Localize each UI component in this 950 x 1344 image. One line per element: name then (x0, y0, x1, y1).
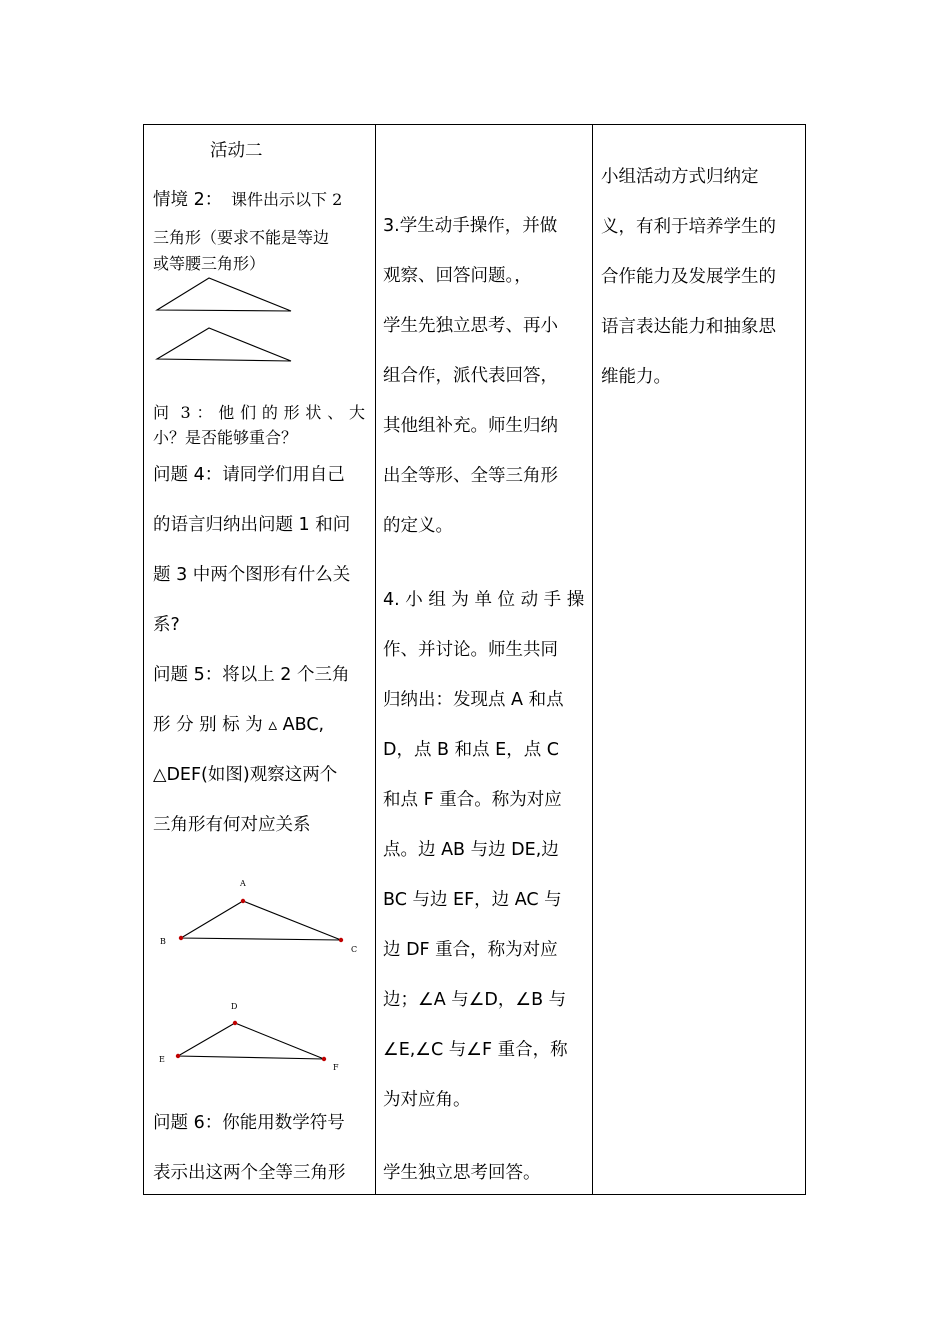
student-activity: 观察、回答问题。， (383, 266, 532, 286)
question-4: 问题 4：请同学们用自己 (153, 465, 345, 485)
triangle-def (178, 1023, 324, 1059)
triangle-1 (157, 278, 291, 311)
glyph: 他 (218, 403, 235, 422)
triangle-abc (181, 901, 341, 940)
design-intent: 小组活动方式归纳定 (601, 167, 759, 187)
student-activity: 学生先独立思考、再小 (383, 316, 558, 336)
question-6: 表示出这两个全等三角形 (153, 1163, 346, 1183)
glyph: 3 (180, 403, 191, 422)
student-activity: 和点 F 重合。称为对应 (383, 790, 562, 810)
glyph: 问 (153, 403, 170, 422)
glyph: 状 (305, 403, 322, 422)
vertex-point (241, 899, 245, 903)
triangle-2 (157, 328, 291, 361)
question-3 (153, 403, 365, 423)
vertex-label-b: B (160, 937, 166, 946)
question-5: 形 分 别 标 为 ▵ ABC, (153, 715, 325, 735)
vertex-point (179, 936, 183, 940)
vertex-label-d: D (231, 1002, 238, 1011)
vertex-point (176, 1054, 180, 1058)
question-4: 题 3 中两个图形有什么关 (153, 565, 351, 585)
vertex-point (233, 1021, 237, 1025)
vertex-label-c: C (351, 945, 358, 954)
vertex-label-e: E (159, 1055, 165, 1064)
question-3: 小？是否能够重合？ (153, 428, 298, 447)
glyph: ： (196, 403, 213, 422)
student-activity: 4. 小 组 为 单 位 动 手 操 (383, 590, 585, 610)
student-activity: 其他组补充。师生归纳 (383, 416, 558, 436)
glyph: 大 (348, 403, 365, 422)
student-activity: 边；∠A 与∠D，∠B 与 (383, 990, 567, 1010)
glyph: 们 (240, 403, 257, 422)
student-activity: 的定义。 (383, 516, 453, 536)
vertex-label-a: A (240, 879, 246, 888)
student-activity: 作、并讨论。师生共同 (383, 640, 558, 660)
question-5: 三角形有何对应关系 (153, 815, 311, 835)
question-5: 问题 5：将以上 2 个三角 (153, 665, 350, 685)
glyph: 形 (283, 403, 300, 422)
student-activity: 组合作，派代表回答， (383, 366, 558, 386)
student-activity: 边 DF 重合，称为对应 (383, 940, 558, 960)
student-activity: 点。边 AB 与边 DE,边 (383, 840, 559, 860)
design-intent: 合作能力及发展学生的 (601, 267, 776, 287)
student-activity: BC 与边 EF，边 AC 与 (383, 890, 562, 910)
vertex-label-f: F (333, 1063, 339, 1072)
situation-text: 或等腰三角形） (153, 254, 266, 273)
question-4: 系? (153, 615, 180, 635)
situation-text: 课件出示以下 2 (231, 190, 343, 209)
student-activity: 归纳出：发现点 A 和点 (383, 690, 564, 710)
student-activity: 出全等形、全等三角形 (383, 466, 558, 486)
design-intent: 维能力。 (601, 367, 671, 387)
student-activity: 学生独立思考回答。 (383, 1163, 541, 1183)
student-activity: D，点 B 和点 E，点 C (383, 740, 560, 760)
glyph: 、 (327, 403, 344, 422)
situation-label: 情境 2： (153, 190, 223, 210)
question-4: 的语言归纳出问题 1 和问 (153, 515, 351, 535)
design-intent: 义，有利于培养学生的 (601, 217, 776, 237)
question-6: 问题 6：你能用数学符号 (153, 1113, 345, 1133)
glyph: 的 (261, 403, 278, 422)
student-activity: 为对应角。 (383, 1090, 471, 1110)
vertex-point (322, 1057, 326, 1061)
design-intent: 语言表达能力和抽象思 (601, 317, 776, 337)
question-5: △DEF(如图)观察这两个 (153, 765, 338, 785)
situation-text: 三角形（要求不能是等边 (153, 228, 330, 247)
student-activity: 3.学生动手操作，并做 (383, 216, 558, 236)
student-activity: ∠E,∠C 与∠F 重合，称 (383, 1040, 568, 1060)
activity-title: 活动二 (210, 141, 263, 161)
vertex-point (339, 938, 343, 942)
